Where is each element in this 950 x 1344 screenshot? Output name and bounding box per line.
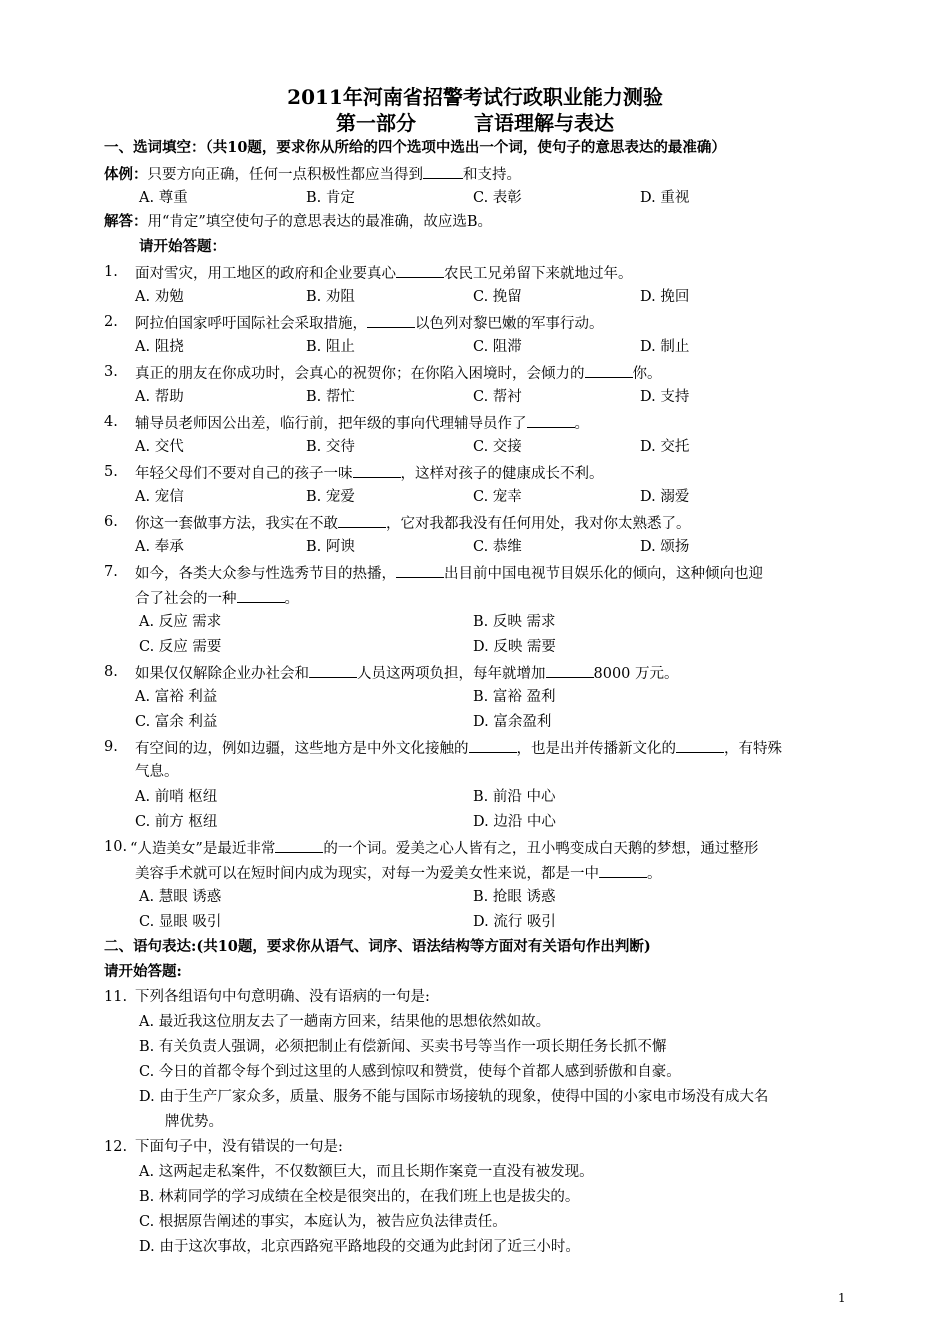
part-label: 第一部分 [336, 111, 416, 135]
question-number: 3. [104, 364, 118, 380]
question-number: 8. [104, 664, 118, 680]
stem-part: 辅导员老师因公出差，临行前，把年级的事向代理辅导员作了 [135, 416, 527, 432]
question-text [135, 736, 782, 760]
blank [275, 836, 323, 853]
option: B. 劝阻 [306, 289, 355, 305]
option: B. 有关负责人强调，必须把制止有偿新闻、买卖书号等当作一项长期任务长抓不懈 [139, 1039, 667, 1055]
option: B. 前沿 中心 [473, 789, 556, 805]
option: C. 表彰 [473, 190, 522, 206]
option: C. 富余 利益 [135, 714, 218, 730]
option: A. 宠信 [135, 489, 184, 505]
option: D. 交托 [640, 439, 690, 455]
question-text [135, 311, 604, 335]
start-label-2: 请开始答题: [104, 963, 182, 980]
option: C. 帮衬 [473, 389, 522, 405]
stem-part: 。 [574, 416, 589, 432]
question-number: 5. [104, 464, 118, 480]
question-text [135, 461, 604, 485]
option: D. 挽回 [640, 289, 690, 305]
stem-part: 阿拉伯国家呼吁国际社会采取措施， [135, 316, 367, 332]
section2-heading: 二、语句表达:(共10题，要求你从语气、词序、语法结构等方面对有关语句作出判断) [104, 938, 651, 955]
stem-part: 合了社会的一种 [135, 591, 237, 607]
stem-part: 面对雪灾，用工地区的政府和企业要真心 [135, 266, 396, 282]
option: D. 反映 需要 [473, 639, 556, 655]
part-name: 言语理解与表达 [474, 111, 614, 135]
option: A. 帮助 [135, 389, 184, 405]
stem-part: 8000 万元。 [593, 666, 679, 682]
blank [237, 586, 285, 603]
stem-part: ，有特殊 [724, 741, 782, 757]
option: B. 抢眼 诱惑 [473, 889, 556, 905]
option: A. 前哨 枢纽 [135, 789, 218, 805]
example-line [104, 162, 521, 186]
option: A. 交代 [135, 439, 184, 455]
option: D. 颂扬 [640, 539, 690, 555]
stem-part: 的一个词。爱美之心人皆有之，丑小鸭变成白天鹅的梦想，通过整形 [323, 841, 759, 857]
option: D. 溺爱 [640, 489, 690, 505]
option: A. 奉承 [135, 539, 184, 555]
option: A. 尊重 [139, 190, 188, 206]
option: A. 阻挠 [135, 339, 184, 355]
option: A. 富裕 利益 [135, 689, 218, 705]
question-text [135, 411, 589, 435]
stem-part: ，它对我都我没有任何用处，我对你太熟悉了。 [386, 516, 691, 532]
question-number: 6. [104, 514, 118, 530]
option: D. 富余盈利 [473, 714, 552, 730]
option: A. 劝勉 [135, 289, 184, 305]
question-number: 4. [104, 414, 118, 430]
stem-part: 美容手术就可以在短时间内成为现实，对每一为爱美女性来说，都是一中 [135, 866, 599, 882]
question-number: 7. [104, 564, 118, 580]
question-text [135, 511, 691, 535]
blank [309, 661, 357, 678]
blank [585, 361, 633, 378]
blank [338, 511, 386, 528]
blank [396, 561, 444, 578]
option: D. 支持 [640, 389, 690, 405]
stem-part: 真正的朋友在你成功时，会真心的祝贺你；在你陷入困境时，会倾力的 [135, 366, 585, 382]
question-text [135, 361, 662, 385]
example-label: 体例： [104, 166, 148, 183]
question-number: 12. [104, 1139, 128, 1155]
blank [423, 162, 463, 179]
option: A. 慧眼 诱惑 [139, 889, 222, 905]
stem-part: 。 [284, 591, 299, 607]
stem-part: 以色列对黎巴嫩的军事行动。 [415, 316, 604, 332]
question-text [135, 661, 679, 685]
blank [546, 661, 594, 678]
option: B. 林莉同学的学习成绩在全校是很突出的，在我们班上也是拔尖的。 [139, 1189, 580, 1205]
answer-text: 用“肯定”填空使句子的意思表达的最准确，故应选B。 [147, 214, 492, 230]
option: C. 显眼 吸引 [139, 914, 222, 930]
question-text: 下面句子中，没有错误的一句是: [135, 1139, 343, 1155]
answer-line [104, 211, 492, 233]
option: B. 交待 [306, 439, 355, 455]
stem-part: 人员这两项负担，每年就增加 [357, 666, 546, 682]
question-text-cont: 气息。 [135, 764, 179, 780]
option: A. 反应 需求 [139, 614, 222, 630]
question-number: 1. [104, 264, 118, 280]
stem-part: 。 [647, 866, 662, 882]
blank [469, 736, 517, 753]
stem-part: 农民工兄弟留下来就地过年。 [444, 266, 633, 282]
start-label: 请开始答题： [139, 238, 226, 255]
option: C. 根据原告阐述的事实，本庭认为，被告应负法律责任。 [139, 1214, 507, 1230]
blank [396, 261, 444, 278]
example-text-a: 只要方向正确，任何一点积极性都应当得到 [147, 167, 423, 183]
option: D. 流行 吸引 [473, 914, 556, 930]
option: B. 阿谀 [306, 539, 355, 555]
blank [353, 461, 401, 478]
option: C. 恭维 [473, 539, 522, 555]
option: A. 最近我这位朋友去了一趟南方回来，结果他的思想依然如故。 [139, 1014, 551, 1030]
option: D. 由于这次事故，北京西路宛平路地段的交通为此封闭了近三小时。 [139, 1239, 580, 1255]
option: C. 阻滞 [473, 339, 522, 355]
option: B. 帮忙 [306, 389, 355, 405]
question-text-cont [135, 586, 299, 610]
option: C. 宠幸 [473, 489, 522, 505]
question-text [135, 261, 633, 285]
option: C. 交接 [473, 439, 522, 455]
question-text-cont [135, 861, 662, 885]
stem-part: 你。 [632, 366, 662, 382]
stem-part: ，这样对孩子的健康成长不利。 [400, 466, 604, 482]
part-heading [0, 110, 950, 136]
option: B. 宠爱 [306, 489, 355, 505]
stem-part: 有空间的边，例如边疆，这些地方是中外文化接触的 [135, 741, 469, 757]
option: B. 阻止 [306, 339, 355, 355]
blank [367, 311, 415, 328]
question-number: 11. [104, 989, 128, 1005]
question-number: 10. [104, 839, 128, 855]
question-text [135, 561, 763, 585]
stem-part: 出目前中国电视节目娱乐化的倾向，这种倾向也迎 [444, 566, 763, 582]
option: B. 反映 需求 [473, 614, 556, 630]
stem-part: “人造美女”是最近非常 [130, 841, 276, 857]
option: D. 边沿 中心 [473, 814, 556, 830]
option: B. 富裕 盈利 [473, 689, 556, 705]
blank [676, 736, 724, 753]
option: A. 这两起走私案件，不仅数额巨大，而且长期作案竟一直没有被发现。 [139, 1164, 594, 1180]
blank [599, 861, 647, 878]
option: D. 由于生产厂家众多，质量、服务不能与国际市场接轨的现象，使得中国的小家电市场没有成大名 [139, 1089, 769, 1105]
option-cont: 牌优势。 [165, 1114, 223, 1130]
stem-part: 如今，各类大众参与性选秀节目的热播， [135, 566, 396, 582]
stem-part: 年轻父母们不要对自己的孩子一味 [135, 466, 353, 482]
page-number: 1 [838, 1291, 846, 1305]
option: C. 挽留 [473, 289, 522, 305]
option: B. 肯定 [306, 190, 355, 206]
example-text-b: 和支持。 [463, 167, 521, 183]
answer-label: 解答： [104, 213, 148, 230]
option: D. 重视 [640, 190, 690, 206]
option: D. 制止 [640, 339, 690, 355]
stem-part: ，也是出并传播新文化的 [516, 741, 676, 757]
document-title: 2011年河南省招警考试行政职业能力测验 [287, 85, 663, 109]
question-number: 9. [104, 739, 118, 755]
option: C. 前方 枢纽 [135, 814, 218, 830]
option: C. 今日的首都令每个到过这里的人感到惊叹和赞赏，使每个首都人感到骄傲和自豪。 [139, 1064, 681, 1080]
blank [527, 411, 575, 428]
stem-part: 如果仅仅解除企业办社会和 [135, 666, 309, 682]
question-number: 2. [104, 314, 118, 330]
option: C. 反应 需要 [139, 639, 222, 655]
question-text [130, 836, 758, 860]
question-text: 下列各组语句中句意明确、没有语病的一句是: [135, 989, 430, 1005]
section1-heading: 一、选词填空：（共10题，要求你从所给的四个选项中选出一个词，使句子的意思表达的最准确） [104, 139, 726, 156]
stem-part: 你这一套做事方法，我实在不敢 [135, 516, 338, 532]
